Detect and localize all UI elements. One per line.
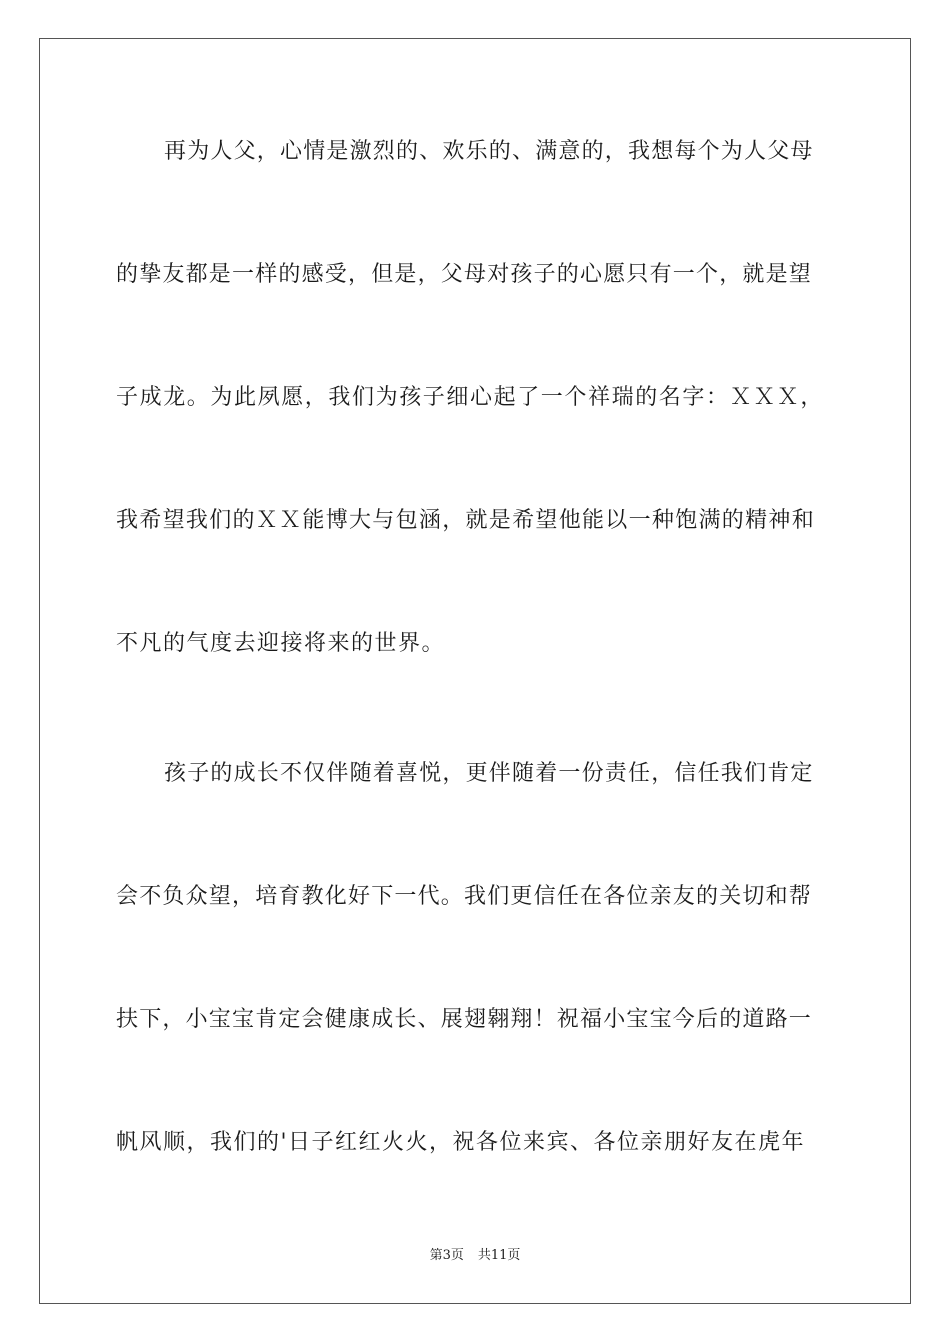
paragraph-2-line-1: 孩子的成长不仅伴随着喜悦，更伴随着一份责任，信任我们肯定 [164, 761, 814, 786]
paragraph-1-line-5: 不凡的气度去迎接将来的世界。 [116, 631, 446, 656]
paragraph-2-line-4: 帆风顺，我们的'日子红红火火，祝各位来宾、各位亲朋好友在虎年 [116, 1130, 806, 1155]
paragraph-1-line-4: 我希望我们的ＸＸ能博大与包涵，就是希望他能以一种饱满的精神和 [116, 508, 816, 533]
paragraph-1-line-1: 再为人父，心情是激烈的、欢乐的、满意的，我想每个为人父母 [164, 139, 814, 164]
page-border [39, 38, 911, 1304]
paragraph-2-line-3: 扶下，小宝宝肯定会健康成长、展翅翱翔！祝福小宝宝今后的道路一 [116, 1007, 813, 1032]
paragraph-2-line-2: 会不负众望，培育教化好下一代。我们更信任在各位亲友的关切和帮 [116, 884, 813, 909]
page-number: 第3页 [429, 1248, 464, 1263]
page-footer [0, 1247, 950, 1265]
paragraph-1-line-3: 子成龙。为此夙愿，我们为孩子细心起了一个祥瑞的名字：ＸＸＸ， [116, 385, 825, 410]
paragraph-1-line-2: 的挚友都是一样的感受，但是，父母对孩子的心愿只有一个，就是望 [116, 262, 813, 287]
page-total: 共11页 [477, 1248, 521, 1263]
